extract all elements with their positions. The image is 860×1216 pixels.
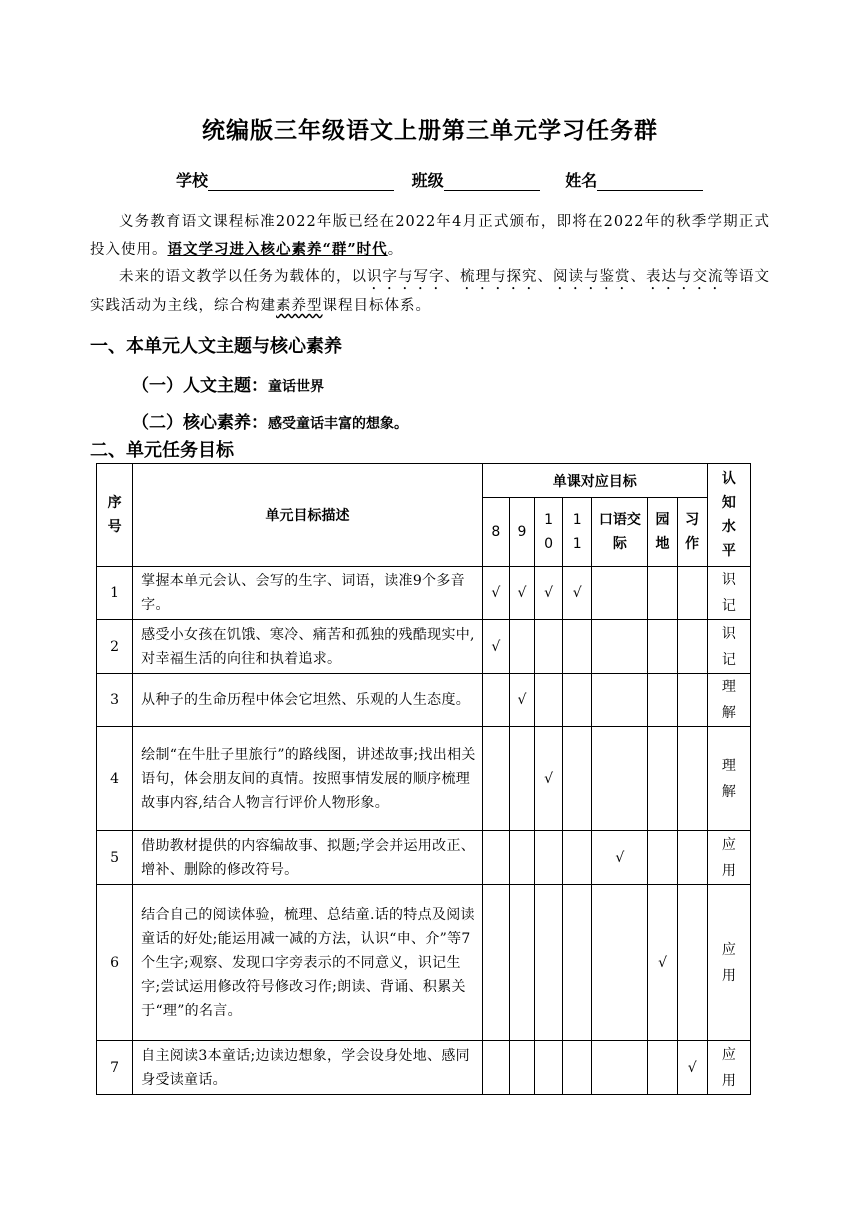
empty-cell xyxy=(509,831,534,885)
check-mark: √ xyxy=(563,567,592,620)
intro-text: 课程目标体系。 xyxy=(322,298,431,314)
core-value: 感受童话丰富的想象。 xyxy=(268,416,408,432)
header-description: 单元目标描述 xyxy=(133,464,483,567)
table-row xyxy=(97,674,751,727)
empty-cell xyxy=(563,831,592,885)
empty-cell xyxy=(592,885,648,1041)
header-lesson-goals: 单课对应目标 xyxy=(482,464,707,498)
class-label: 班级 xyxy=(411,171,444,190)
empty-cell xyxy=(563,885,592,1041)
row-description: 绘制“在牛肚子里旅行”的路线图，讲述故事;找出相关语句，体会朋友间的真情。按照事情发展的顺序梳理故事内容,结合人物言行评价人物形象。 xyxy=(133,727,483,831)
table-row xyxy=(97,1041,751,1095)
theme-value: 童话世界 xyxy=(268,379,324,395)
header-lesson-4: 11 xyxy=(563,498,592,567)
intro-emphasis: 语文学习进入核心素养“群”时代 xyxy=(167,241,388,258)
goals-table xyxy=(96,463,751,1095)
empty-cell xyxy=(677,567,707,620)
section-heading-2: 二、单元任务目标 xyxy=(90,440,234,461)
empty-cell xyxy=(648,831,677,885)
empty-cell xyxy=(563,620,592,674)
row-description: 掌握本单元会认、会写的生字、词语，读准9个多音字。 xyxy=(133,567,483,620)
theme-label: （一）人文主题： xyxy=(132,376,268,396)
school-label: 学校 xyxy=(176,171,209,190)
intro-paragraph-1 xyxy=(90,209,770,264)
empty-cell xyxy=(563,674,592,727)
check-mark: √ xyxy=(482,620,509,674)
table-row xyxy=(97,727,751,831)
check-mark: √ xyxy=(677,1041,707,1095)
student-info-line xyxy=(176,168,715,191)
header-lesson-1: 8 xyxy=(482,498,509,567)
row-cognitive-level: 识记 xyxy=(707,620,750,674)
empty-cell xyxy=(592,727,648,831)
empty-cell xyxy=(677,727,707,831)
empty-cell xyxy=(534,674,562,727)
empty-cell xyxy=(482,1041,509,1095)
row-cognitive-level: 应用 xyxy=(707,1041,750,1095)
empty-cell xyxy=(677,620,707,674)
row-number: 7 xyxy=(97,1041,133,1095)
empty-cell xyxy=(677,674,707,727)
empty-cell xyxy=(534,620,562,674)
check-mark: √ xyxy=(509,674,534,727)
empty-cell xyxy=(648,620,677,674)
empty-cell xyxy=(509,1041,534,1095)
check-mark: √ xyxy=(509,567,534,620)
intro-text: 义务教育语文课程标准2022年版已经在2022年4月正式颁布，即将在2022年的秋季学期正式投入使用。 xyxy=(90,214,770,258)
empty-cell xyxy=(534,885,562,1041)
empty-cell xyxy=(509,885,534,1041)
empty-cell xyxy=(592,620,648,674)
row-cognitive-level: 识记 xyxy=(707,567,750,620)
row-number: 3 xyxy=(97,674,133,727)
table-row xyxy=(97,885,751,1041)
empty-cell xyxy=(509,620,534,674)
empty-cell xyxy=(482,885,509,1041)
empty-cell xyxy=(648,567,677,620)
row-cognitive-level: 理解 xyxy=(707,727,750,831)
core-literacy-line xyxy=(132,408,408,433)
check-mark: √ xyxy=(534,727,562,831)
table-row xyxy=(97,620,751,674)
empty-cell xyxy=(534,1041,562,1095)
empty-cell xyxy=(563,727,592,831)
row-number: 4 xyxy=(97,727,133,831)
section-heading-1: 一、本单元人文主题与核心素养 xyxy=(90,336,342,357)
page-title: 统编版三年级语文上册第三单元学习任务群 xyxy=(202,118,658,144)
intro-text: 等语文实践活动为主线，综合构建 xyxy=(90,269,770,314)
theme-line xyxy=(132,371,324,396)
row-description: 感受小女孩在饥饿、寒冷、痛苦和孤独的残酷现实中,对幸福生活的向往和执着追求。 xyxy=(133,620,483,674)
check-mark: √ xyxy=(592,831,648,885)
header-lesson-6: 园地 xyxy=(648,498,677,567)
row-description: 借助教材提供的内容编故事、拟题;学会并运用改正、增补、删除的修改符号。 xyxy=(133,831,483,885)
literacy-emphasis: 素养型 xyxy=(276,298,323,314)
empty-cell xyxy=(592,1041,648,1095)
empty-cell xyxy=(482,727,509,831)
core-label: （二）核心素养： xyxy=(132,413,268,433)
row-description: 自主阅读3本童话;边读边想象，学会设身处地、感同身受读童话。 xyxy=(133,1041,483,1095)
row-cognitive-level: 理解 xyxy=(707,674,750,727)
row-number: 5 xyxy=(97,831,133,885)
empty-cell xyxy=(592,674,648,727)
empty-cell xyxy=(648,674,677,727)
empty-cell xyxy=(592,567,648,620)
header-lesson-7: 习作 xyxy=(677,498,707,567)
row-cognitive-level: 应用 xyxy=(707,831,750,885)
check-mark: √ xyxy=(482,567,509,620)
row-description: 从种子的生命历程中体会它坦然、乐观的人生态度。 xyxy=(133,674,483,727)
header-lesson-5: 口语交际 xyxy=(592,498,648,567)
header-lesson-3: 10 xyxy=(534,498,562,567)
empty-cell xyxy=(648,727,677,831)
name-blank[interactable] xyxy=(597,173,703,191)
name-label: 姓名 xyxy=(565,171,598,190)
header-lesson-2: 9 xyxy=(509,498,534,567)
row-number: 1 xyxy=(97,567,133,620)
table-row xyxy=(97,831,751,885)
row-number: 6 xyxy=(97,885,133,1041)
intro-text: 未来的语文教学以任务为载体的，以 xyxy=(119,269,367,285)
check-mark: √ xyxy=(648,885,677,1041)
intro-paragraph-2 xyxy=(90,264,770,320)
check-mark: √ xyxy=(534,567,562,620)
table-row xyxy=(97,567,751,620)
school-blank[interactable] xyxy=(208,173,394,191)
intro-end: 。 xyxy=(387,242,404,258)
row-number: 2 xyxy=(97,620,133,674)
header-number: 序号 xyxy=(97,464,133,567)
row-description: 结合自己的阅读体验，梳理、总结童.话的特点及阅读童话的好处;能运用减一减的方法，认识“申、介”等7个生字;观察、发现口字旁表示的不同意义，识记生字;尝试运用修改符号修改习作;朗读、背诵、积累关于“理”的名言。 xyxy=(133,885,483,1041)
empty-cell xyxy=(648,1041,677,1095)
row-cognitive-level: 应用 xyxy=(707,885,750,1041)
class-blank[interactable] xyxy=(444,173,540,191)
header-cognitive-level: 认知水平 xyxy=(707,464,750,567)
empty-cell xyxy=(677,831,707,885)
practice-activities: 识字与写字、梳理与探究、阅读与鉴赏、表达与交流 xyxy=(367,269,724,285)
empty-cell xyxy=(482,674,509,727)
empty-cell xyxy=(677,885,707,1041)
empty-cell xyxy=(534,831,562,885)
empty-cell xyxy=(482,831,509,885)
empty-cell xyxy=(509,727,534,831)
empty-cell xyxy=(563,1041,592,1095)
